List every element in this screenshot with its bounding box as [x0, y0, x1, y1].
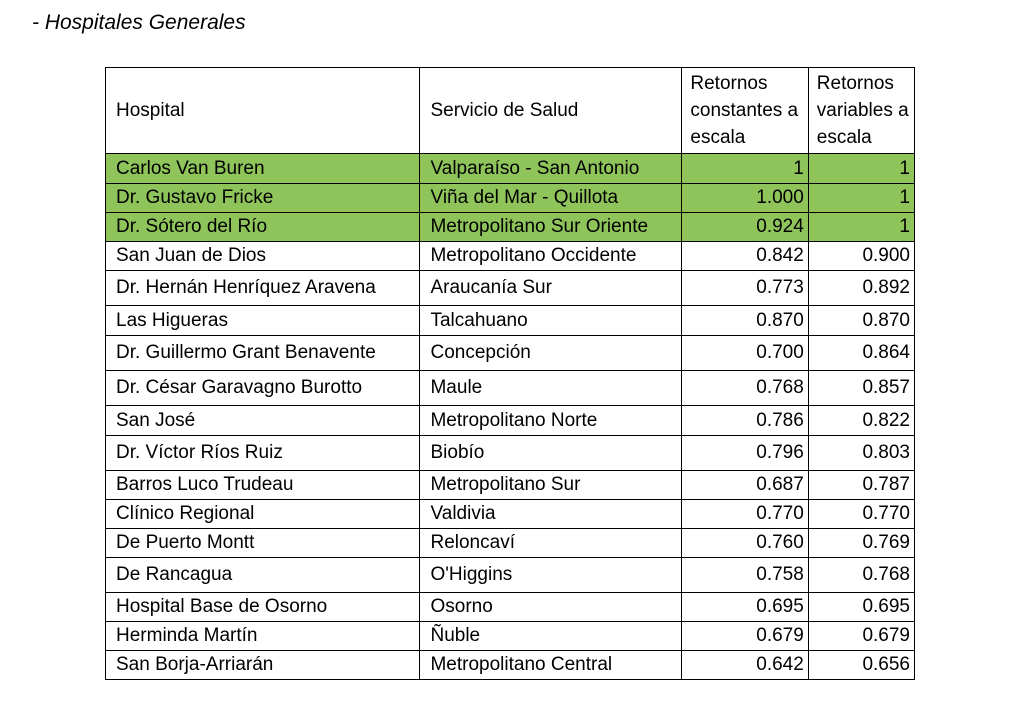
- cell-servicio: Metropolitano Sur Oriente: [420, 213, 682, 242]
- cell-hospital: Hospital Base de Osorno: [106, 593, 420, 622]
- cell-variable-returns: 0.768: [808, 558, 914, 593]
- cell-servicio: Maule: [420, 371, 682, 406]
- cell-servicio: Talcahuano: [420, 306, 682, 336]
- section-heading: - Hospitales Generales: [32, 11, 246, 34]
- cell-variable-returns: 0.770: [808, 500, 914, 529]
- cell-hospital: Dr. Gustavo Fricke: [106, 184, 420, 213]
- table-row: [106, 213, 915, 242]
- cell-servicio: Metropolitano Central: [420, 651, 682, 680]
- cell-variable-returns: 0.857: [808, 371, 914, 406]
- cell-servicio: Valparaíso - San Antonio: [420, 154, 682, 184]
- table-row: [106, 336, 915, 371]
- cell-constant-returns: 0.842: [682, 242, 808, 271]
- table-row: [106, 271, 915, 306]
- cell-servicio: Metropolitano Sur: [420, 471, 682, 500]
- cell-hospital: Dr. Hernán Henríquez Aravena: [106, 271, 420, 306]
- table-row: [106, 371, 915, 406]
- table-row: [106, 306, 915, 336]
- cell-servicio: Viña del Mar - Quillota: [420, 184, 682, 213]
- hospital-efficiency-table: [105, 67, 915, 680]
- cell-hospital: Las Higueras: [106, 306, 420, 336]
- cell-constant-returns: 0.796: [682, 436, 808, 471]
- cell-constant-returns: 1: [682, 154, 808, 184]
- table-row: [106, 593, 915, 622]
- cell-hospital: Carlos Van Buren: [106, 154, 420, 184]
- cell-variable-returns: 0.822: [808, 406, 914, 436]
- cell-constant-returns: 0.679: [682, 622, 808, 651]
- cell-hospital: Barros Luco Trudeau: [106, 471, 420, 500]
- cell-hospital: San Borja-Arriarán: [106, 651, 420, 680]
- cell-constant-returns: 0.687: [682, 471, 808, 500]
- cell-variable-returns: 0.892: [808, 271, 914, 306]
- cell-constant-returns: 0.760: [682, 529, 808, 558]
- cell-hospital: San Juan de Dios: [106, 242, 420, 271]
- cell-variable-returns: 1: [808, 213, 914, 242]
- cell-servicio: Biobío: [420, 436, 682, 471]
- cell-constant-returns: 0.642: [682, 651, 808, 680]
- cell-servicio: Araucanía Sur: [420, 271, 682, 306]
- cell-servicio: Concepción: [420, 336, 682, 371]
- cell-variable-returns: 0.900: [808, 242, 914, 271]
- header-variable-returns: Retornos variables a escala: [808, 68, 914, 154]
- table-row: [106, 406, 915, 436]
- cell-servicio: Reloncaví: [420, 529, 682, 558]
- cell-variable-returns: 0.803: [808, 436, 914, 471]
- cell-hospital: De Puerto Montt: [106, 529, 420, 558]
- header-constant-returns: Retornos constantes a escala: [682, 68, 808, 154]
- cell-variable-returns: 0.769: [808, 529, 914, 558]
- cell-constant-returns: 1.000: [682, 184, 808, 213]
- cell-constant-returns: 0.870: [682, 306, 808, 336]
- cell-hospital: Clínico Regional: [106, 500, 420, 529]
- cell-constant-returns: 0.786: [682, 406, 808, 436]
- cell-hospital: San José: [106, 406, 420, 436]
- cell-variable-returns: 0.787: [808, 471, 914, 500]
- table-row: [106, 500, 915, 529]
- cell-servicio: Ñuble: [420, 622, 682, 651]
- cell-constant-returns: 0.695: [682, 593, 808, 622]
- table-row: [106, 622, 915, 651]
- cell-variable-returns: 0.656: [808, 651, 914, 680]
- cell-constant-returns: 0.758: [682, 558, 808, 593]
- cell-constant-returns: 0.924: [682, 213, 808, 242]
- cell-variable-returns: 1: [808, 154, 914, 184]
- cell-variable-returns: 0.695: [808, 593, 914, 622]
- cell-variable-returns: 0.679: [808, 622, 914, 651]
- cell-servicio: O'Higgins: [420, 558, 682, 593]
- cell-constant-returns: 0.700: [682, 336, 808, 371]
- cell-hospital: De Rancagua: [106, 558, 420, 593]
- table-row: [106, 558, 915, 593]
- cell-hospital: Herminda Martín: [106, 622, 420, 651]
- cell-hospital: Dr. Guillermo Grant Benavente: [106, 336, 420, 371]
- table-row: [106, 242, 915, 271]
- cell-variable-returns: 1: [808, 184, 914, 213]
- cell-constant-returns: 0.770: [682, 500, 808, 529]
- cell-servicio: Osorno: [420, 593, 682, 622]
- table-row: [106, 154, 915, 184]
- cell-constant-returns: 0.768: [682, 371, 808, 406]
- cell-constant-returns: 0.773: [682, 271, 808, 306]
- cell-servicio: Valdivia: [420, 500, 682, 529]
- cell-variable-returns: 0.864: [808, 336, 914, 371]
- table-body: [106, 154, 915, 680]
- table-row: [106, 184, 915, 213]
- cell-servicio: Metropolitano Occidente: [420, 242, 682, 271]
- table-row: [106, 529, 915, 558]
- table-row: [106, 471, 915, 500]
- header-hospital: Hospital: [106, 68, 420, 154]
- header-servicio: Servicio de Salud: [420, 68, 682, 154]
- cell-hospital: Dr. Sótero del Río: [106, 213, 420, 242]
- cell-variable-returns: 0.870: [808, 306, 914, 336]
- header-row: [106, 68, 915, 154]
- table-row: [106, 436, 915, 471]
- cell-hospital: Dr. Víctor Ríos Ruiz: [106, 436, 420, 471]
- cell-hospital: Dr. César Garavagno Burotto: [106, 371, 420, 406]
- table-row: [106, 651, 915, 680]
- cell-servicio: Metropolitano Norte: [420, 406, 682, 436]
